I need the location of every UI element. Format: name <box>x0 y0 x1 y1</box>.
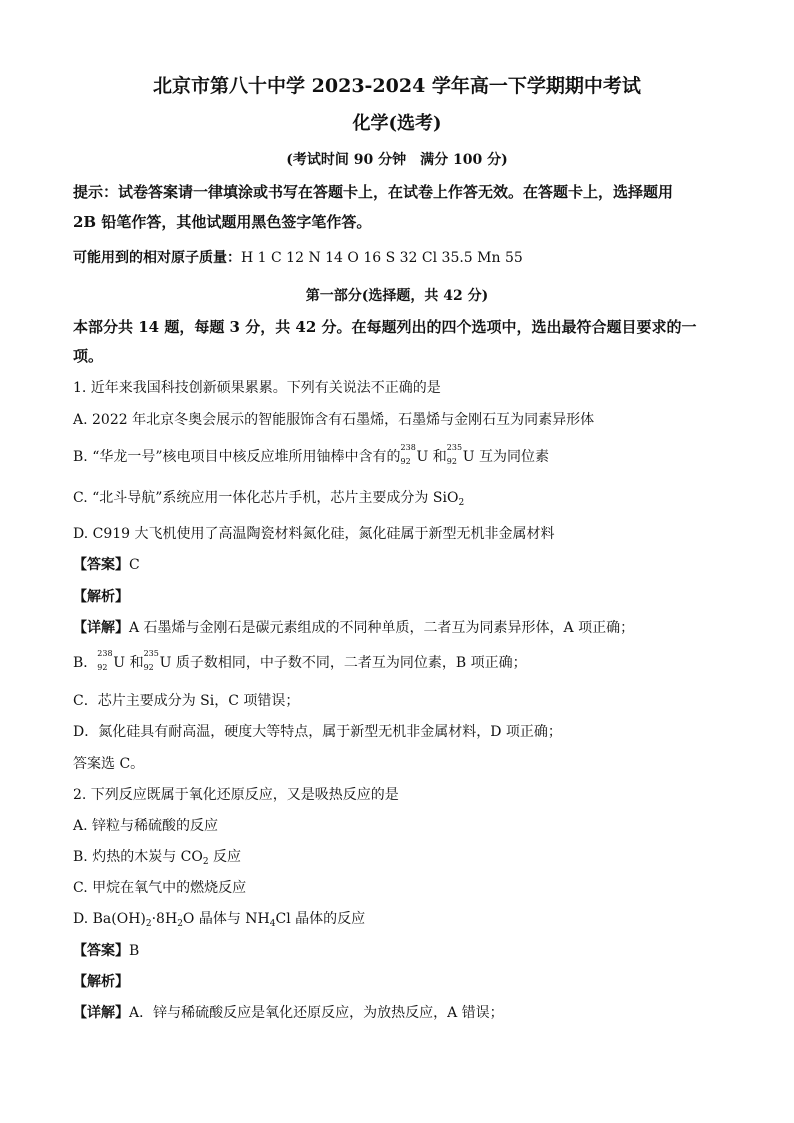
q2-option-b <box>73 848 734 871</box>
q1-detail-b-post: 质子数相同，中子数不同，二者互为同位素，B 项正确； <box>175 655 527 671</box>
part1-heading: 第一部分(选择题，共 42 分) <box>305 288 489 304</box>
q2-answer-value: B <box>129 943 140 959</box>
q1-option-d: D. C919 大飞机使用了高温陶瓷材料氮化硅，氮化硅属于新型无机非金属材料 <box>73 526 555 542</box>
detail-isotope-u235-mass: 235 <box>143 649 159 658</box>
detail-isotope-u235-symbol: U <box>159 655 172 671</box>
q1-option-c-text: C. “北斗导航”系统应用一体化芯片手机，芯片主要成分为 SiO <box>73 490 459 506</box>
q2-stem: 2. 下列反应既属于氧化还原反应，又是吸热反应的是 <box>73 787 399 803</box>
detail-isotope-u235-z: 92 <box>143 663 154 672</box>
q1-detail-b-pre: B． <box>73 655 98 671</box>
q2-detail-a-text: A．锌与稀硫酸反应是氧化还原反应，为放热反应，A 错误； <box>129 1005 504 1021</box>
q1-option-a: A. 2022 年北京冬奥会展示的智能服饰含有石墨烯，石墨烯与金刚石互为同素异形体 <box>73 412 595 428</box>
q2-detail-tag: 【详解】 <box>73 1005 129 1021</box>
atomic-mass-values: H 1 C 12 N 14 O 16 S 32 Cl 35.5 Mn 55 <box>241 250 523 266</box>
q1-analysis-tag: 【解析】 <box>73 589 129 605</box>
isotope-u235-z: 92 <box>446 457 457 466</box>
notice-line-1: 提示：试卷答案请一律填涂或书写在答题卡上，在试卷上作答无效。在答题卡上，选择题用 <box>73 183 674 201</box>
q2-option-c: C. 甲烷在氧气中的燃烧反应 <box>73 880 247 896</box>
q1-detail-b <box>73 649 734 672</box>
q2-option-d-mid2: O 晶体与 NH <box>182 911 270 927</box>
q2-option-b-post: 反应 <box>208 849 242 865</box>
atomic-mass-line <box>73 249 734 267</box>
q2-option-b-sub: 2 <box>202 857 209 867</box>
q1-option-b-mid: 和 <box>432 449 447 465</box>
isotope-u235-mass: 235 <box>446 443 463 452</box>
q2-answer <box>73 942 734 960</box>
isotope-u235-symbol: U <box>462 449 475 465</box>
q1-detail-c: C．芯片主要成分为 Si，C 项错误； <box>73 693 300 709</box>
q1-option-c <box>73 489 734 512</box>
part1-intro-2: 项。 <box>73 347 104 365</box>
q2-option-b-pre: B. 灼热的木炭与 CO <box>73 849 203 865</box>
isotope-u238-z: 92 <box>400 457 411 466</box>
q1-detail-a <box>73 619 734 637</box>
q1-detail-b-mid: 和 <box>129 655 144 671</box>
q1-option-b <box>73 443 734 466</box>
q1-detail-a-text: A 石墨烯与金刚石是碳元素组成的不同种单质，二者互为同素异形体，A 项正确； <box>129 620 635 636</box>
notice-line-2: 2B 铅笔作答，其他试题用黑色签字笔作答。 <box>73 213 372 231</box>
q1-conclusion: 答案选 C。 <box>73 756 145 772</box>
detail-isotope-u238 <box>97 649 113 672</box>
isotope-u238 <box>400 443 417 466</box>
q2-option-d-sub3: 4 <box>269 919 276 929</box>
q2-option-a: A. 锌粒与稀硫酸的反应 <box>73 818 219 834</box>
detail-isotope-u235 <box>143 649 160 672</box>
q1-option-b-pre: B. “华龙一号”核电项目中核反应堆所用铀棒中含有的 <box>73 449 401 465</box>
isotope-u235 <box>446 443 463 466</box>
q2-option-d-sub2: 2 <box>177 919 183 929</box>
q2-option-d-post: Cl 晶体的反应 <box>275 911 366 927</box>
isotope-u238-symbol: U <box>416 449 429 465</box>
exam-time-info: (考试时间 90 分钟 满分 100 分) <box>286 152 508 168</box>
q1-answer-tag: 【答案】 <box>73 557 129 573</box>
q2-option-d <box>73 910 734 933</box>
q2-detail-a <box>73 1004 734 1022</box>
q1-answer-value: C <box>129 557 140 573</box>
atomic-mass-label: 可能用到的相对原子质量： <box>73 250 241 266</box>
q2-answer-tag: 【答案】 <box>73 943 129 959</box>
q2-option-d-sub1: 2 <box>145 919 152 929</box>
q2-option-d-mid: ·8H <box>151 911 178 927</box>
q1-option-c-sub: 2 <box>458 498 465 508</box>
q1-detail-tag: 【详解】 <box>73 620 129 636</box>
page-title: 北京市第八十中学 2023-2024 学年高一下学期期中考试 <box>153 75 641 97</box>
detail-isotope-u238-z: 92 <box>97 663 108 672</box>
isotope-u238-mass: 238 <box>400 443 416 452</box>
q2-analysis-tag: 【解析】 <box>73 974 129 990</box>
q1-option-b-post: 互为同位素 <box>479 449 550 465</box>
q1-answer <box>73 556 734 574</box>
q2-option-d-pre: D. Ba(OH) <box>73 911 146 927</box>
q1-detail-d: D．氮化硅具有耐高温，硬度大等特点，属于新型无机非金属材料，D 项正确； <box>73 724 562 740</box>
q1-stem: 1. 近年来我国科技创新硕果累累。下列有关说法不正确的是 <box>73 380 441 396</box>
detail-isotope-u238-mass: 238 <box>97 649 113 658</box>
part1-intro-1: 本部分共 14 题，每题 3 分，共 42 分。在每题列出的四个选项中，选出最符合题目要求的一 <box>73 318 697 336</box>
detail-isotope-u238-symbol: U <box>113 655 126 671</box>
page-subtitle: 化学(选考) <box>352 113 442 134</box>
